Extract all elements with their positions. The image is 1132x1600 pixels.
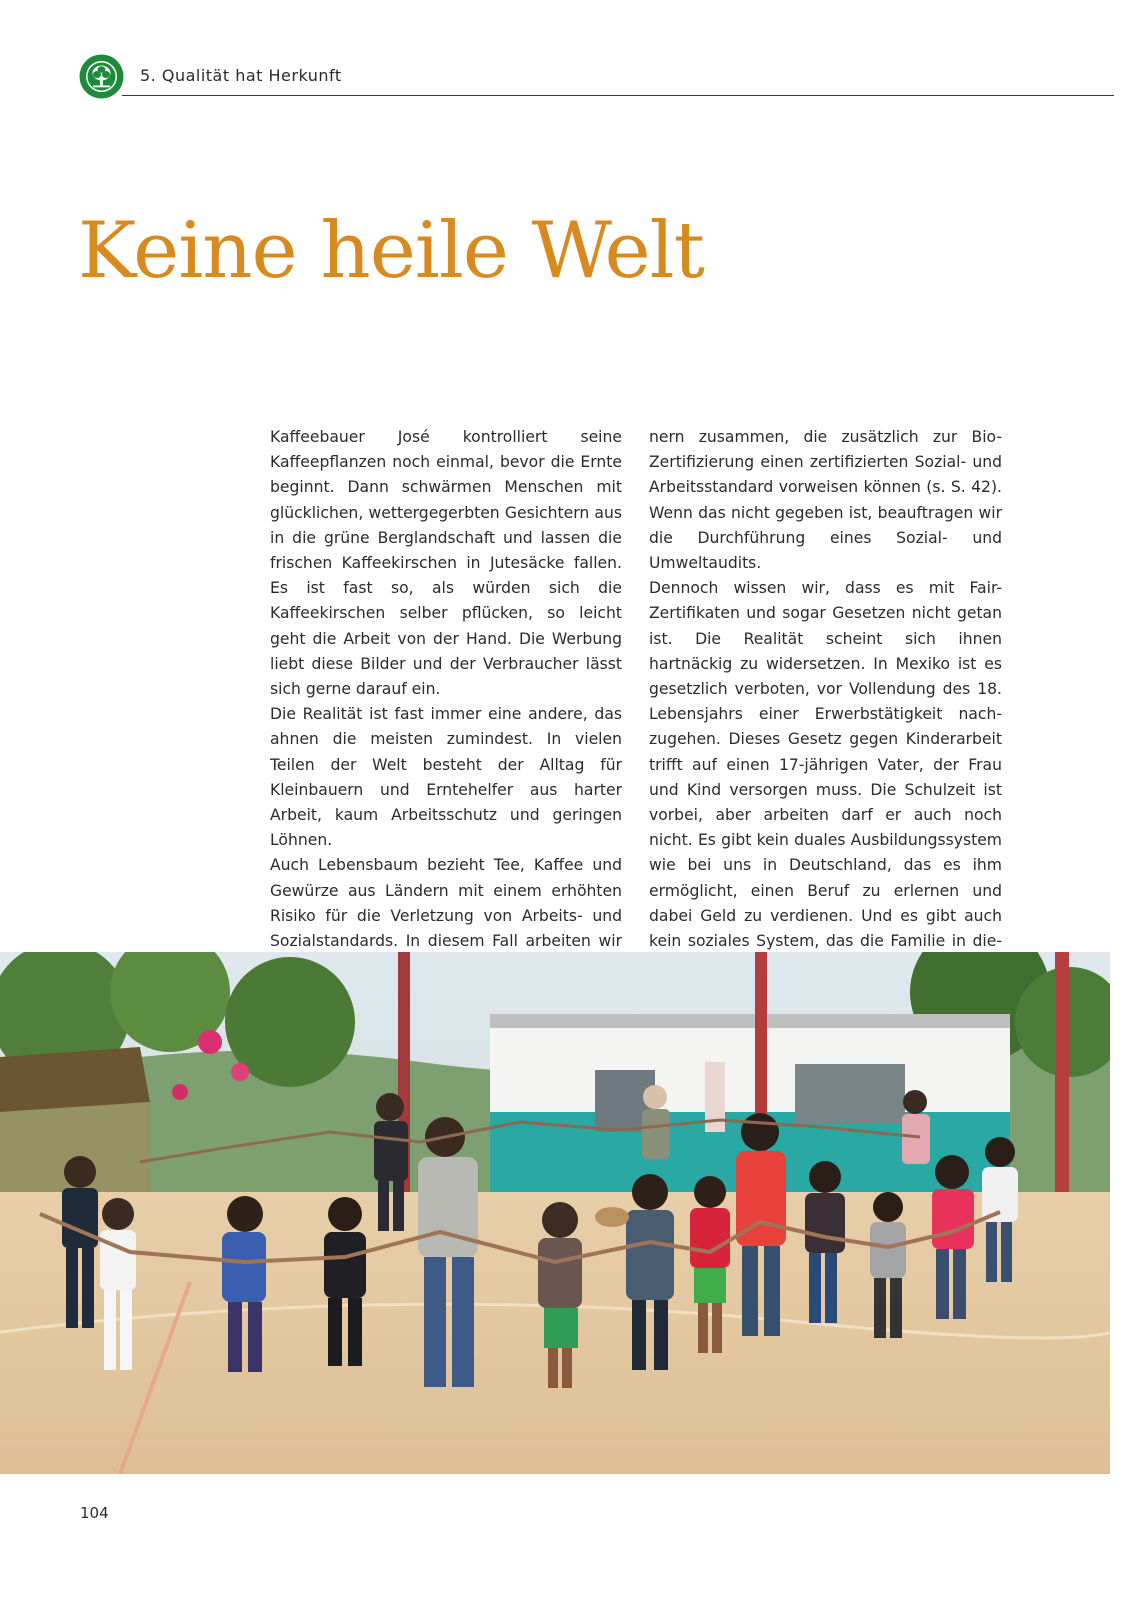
- page-number: 104: [80, 1504, 109, 1522]
- paragraph: Die Realität ist fast immer eine andere, das ahnen die meisten zumindest. In vielen Teilen der Welt besteht der Alltag für Kleinbauern und Erntehelfer aus harter Arbeit, kaum Arbeitsschutz und geringen Löhnen.: [270, 705, 622, 850]
- lebensbaum-tree-logo-icon: [79, 54, 124, 99]
- schoolyard-children-circle-photo: [0, 952, 1110, 1474]
- header-divider: [122, 95, 1114, 96]
- paragraph: Kaffeebauer José kontrolliert seine Kaffeepflanzen noch einmal, bevor die Ernte beginnt. Dann schwärmen Menschen mit glücklichen, wettergegerbten Gesichtern aus in die grüne Berglandschaft und lassen die frischen Kaffeekirschen in Jutesäcke fallen. Es ist fast so, als würden sich die Kaffeekirschen selber pflücken, so leicht geht die Arbeit von der Hand. Die Werbung liebt diese Bilder und der Verbraucher lässt sich gerne darauf ein.: [270, 428, 622, 699]
- text-column-right: [649, 425, 1002, 1005]
- chapter-title: 5. Qualität hat Herkunft: [140, 66, 342, 85]
- paragraph: Auch Lebensbaum bezieht Tee, Kaffee und Gewürze aus Ländern mit einem erhöhten Risiko für die Verletzung von Arbeits- und Sozialstandards. In diesem Fall arbeiten wir: [270, 856, 622, 951]
- page-header: [0, 0, 1132, 100]
- page-title: Keine heile Welt: [78, 206, 704, 296]
- paragraph: nern zusammen, die zusätzlich zur Bio-Zertifizierung einen zertifizierten Sozial- und Arbeitsstandard vorweisen können (s. S. 42). Wenn das nicht gegeben ist, beauftragen wir die Durchführung eines Sozial- und Umweltaudits.: [649, 428, 1002, 573]
- text-column-left: [270, 425, 622, 979]
- paragraph: Dennoch wissen wir, dass es mit Fair-Zertifikaten und sogar Gesetzen nicht getan ist. Die Realität scheint sich ihnen hartnäckig zu widersetzen. In Mexiko ist es gesetzlich verboten, vor Vollendung des 18. Lebensjahrs einer Erwerbstätigkeit nachzugehen. Dieses Gesetz gegen Kinderarbeit trifft auf einen 17-jährigen Vater, der Frau und Kind versorgen muss. Die Schulzeit ist vorbei, aber arbeiten darf er auch noch nicht. Es gibt kein duales Ausbildungssystem wie bei uns in Deutschland, das es ihm ermöglicht, einen Beruf zu erlernen und dabei Geld zu verdienen. Und es gibt auch kein soziales System, das die Familie in die: [649, 579, 1002, 951]
